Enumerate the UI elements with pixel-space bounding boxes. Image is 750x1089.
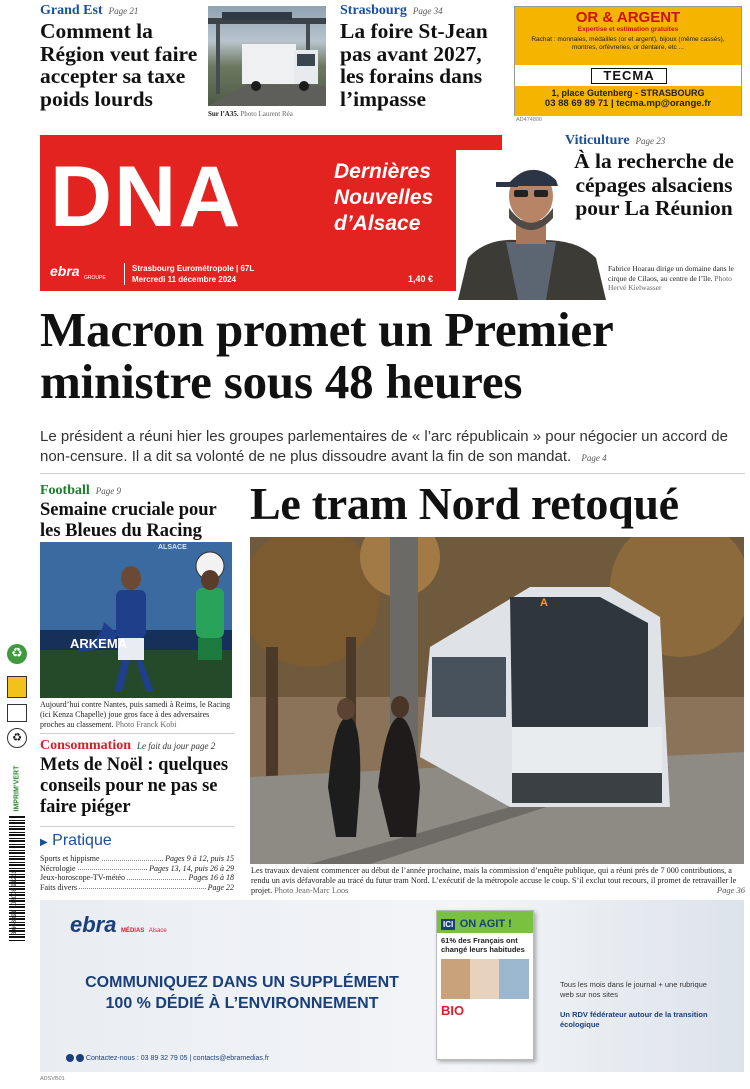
ad-or-argent-header: OR & ARGENT Expertise et estimation gratuites Rachat : monnaies, médailles (or et argent), bijoux (même cassés), montres, orfèvreries, or dentaire, etc ... xyxy=(515,7,741,65)
pratique-item[interactable]: Nécrologie Pages 13, 14, puis 26 à 29 xyxy=(40,863,234,873)
pratique-item[interactable]: Sports et hippisme Pages 9 à 12, puis 15 xyxy=(40,854,234,863)
headline-mets-noel: Mets de Noël : quelques conseils pour ne pas se faire piéger xyxy=(40,755,229,817)
ad-tecma-contact: 1, place Gutenberg - STRASBOURG 03 88 69 89 71 | tecma.mp@orange.fr xyxy=(515,86,741,116)
football-photo xyxy=(40,542,232,698)
kicker-viticulture: Viticulture Page 23 xyxy=(565,133,666,148)
kicker-football: Football Page 9 xyxy=(40,483,122,498)
viticulture-caption: Fabrice Hoarau dirige un domaine dans le cirque de Cilaos, au centre de l’île. Photo Hervé Kielwasser xyxy=(608,264,734,292)
teaser-football[interactable] xyxy=(40,483,236,542)
social-icon xyxy=(66,1054,74,1062)
kicker-grand-est: Grand Est Page 21 xyxy=(40,3,139,18)
football-caption: Aujourd’hui contre Nantes, puis samedi à Reims, le Racing (ici Kenza Chapelle) joue gros face à des adversaires proches au classement. Photo Franck Kobi xyxy=(40,700,231,729)
tram-destination: A xyxy=(540,597,548,609)
ebra-group-logo: ebra GROUPE xyxy=(50,263,106,281)
masthead-edition: Strasbourg Eurométropole | 67L Mercredi 11 décembre 2024 xyxy=(132,264,255,284)
headline-cepages: À la recherche de cépages alsaciens pour La Réunion xyxy=(574,149,734,220)
kicker-strasbourg: Strasbourg Page 34 xyxy=(340,3,443,18)
ad-contact: Contactez-nous : 03 89 32 79 05 | contacts@ebramedias.fr xyxy=(66,1054,269,1062)
ad-ref: AD474800 xyxy=(516,117,542,123)
teaser-grand-est[interactable] xyxy=(40,3,206,110)
eco-label-icon xyxy=(7,704,27,722)
teaser-strasbourg[interactable] xyxy=(340,3,505,110)
ad-info-1: Tous les mois dans le journal + une rubrique web sur nos sites xyxy=(560,980,707,999)
ad-headline: COMMUNIQUEZ DANS UN SUPPLÉMENT 100 % DÉDIÉ À L’ENVIRONNEMENT xyxy=(85,974,399,1012)
truck-photo xyxy=(208,6,326,106)
ad-tecma-brand: TECMA xyxy=(591,68,667,84)
ad-magazine xyxy=(436,910,534,1060)
headline-racing: Semaine cruciale pour les Bleues du Racing xyxy=(40,500,217,541)
recycle-icon: ♻ xyxy=(7,644,27,664)
masthead-divider xyxy=(124,263,125,285)
social-icon xyxy=(76,1054,84,1062)
football-photo-sponsor: ARKEMA xyxy=(70,636,128,651)
dna-logo: DNA xyxy=(50,149,243,245)
barcode-digits: 3 663091 102008 91211 xyxy=(12,870,18,935)
side-strip xyxy=(3,600,31,945)
kicker-consommation: Consommation Le fait du jour page 2 xyxy=(40,738,216,753)
imprim-vert-label: IMPRIM’VERT xyxy=(13,765,21,812)
truck-photo-caption: Sur l’A35. Photo Laurent Réa xyxy=(208,110,293,118)
tidyman-icon: ♻ xyxy=(7,728,27,748)
teaser-viticulture[interactable] xyxy=(565,133,743,221)
ad-info-2: Un RDV fédérateur autour de la transition écologique xyxy=(560,1010,708,1029)
tram-photo xyxy=(250,537,744,864)
pratique-box xyxy=(40,832,234,892)
pratique-title: ▶ Pratique xyxy=(40,832,112,849)
ad-magazine-headline: 61% des Français ont changé leurs habitudes xyxy=(441,936,525,954)
ad-magazine-photos xyxy=(441,959,529,999)
football-photo-sponsor-2: ALSACE xyxy=(158,544,187,551)
ebra-medias-logo: ebra MÉDIAS Alsace xyxy=(70,912,167,937)
left-divider-1 xyxy=(40,733,234,734)
ad-magazine-masthead: ICI ON AGIT ! xyxy=(437,911,533,933)
ad-or-argent[interactable] xyxy=(514,6,742,116)
headline-taxe-poids-lourds: Comment la Région veut faire accepter sa taxe poids lourds xyxy=(40,19,198,111)
pratique-item[interactable]: Faits divers Page 22 xyxy=(40,882,234,892)
headline-foire-st-jean: La foire St-Jean pas avant 2027, les forains dans l’impasse xyxy=(340,19,488,111)
tram-caption: Les travaux devaient commencer au début de l’année prochaine, mais la commission d’enquête publique, qui a réuni près de 7 000 contributions, a rendu un avis défavorable au tracé du futur tram Nord. L’exécutif de la métropole accuse le coup. S’il exclut tout recours, il promet de retravailler le projet. Photo Jean-Marc Loos Page 36 xyxy=(251,866,745,895)
masthead-name: Dernières Nouvelles d’Alsace xyxy=(334,160,434,235)
paper-icon xyxy=(7,676,27,698)
lead-headline[interactable]: Macron promet un Premier ministre sous 48 heures xyxy=(40,302,613,409)
ad-bottom-ref: ADSVB01 xyxy=(40,1076,65,1082)
left-divider-2 xyxy=(40,826,234,827)
ad-magazine-bio: BIO xyxy=(441,1003,465,1018)
masthead[interactable] xyxy=(40,135,502,291)
ad-ebra-environnement[interactable] xyxy=(40,900,744,1072)
lead-standfirst: Le président a réuni hier les groupes parlementaires de « l’arc républicain » pour négocier un accord de non-censure. Il a dit sa volonté de ne plus dissoudre avant la fin de son mandat. Page 4 xyxy=(40,428,728,465)
tram-headline[interactable]: Le tram Nord retoqué xyxy=(250,478,679,529)
masthead-price: 1,40 € xyxy=(408,274,434,284)
pratique-list xyxy=(40,854,234,892)
lead-divider xyxy=(40,473,745,474)
pratique-item[interactable]: Jeux-horoscope-TV-météo Pages 16 à 18 xyxy=(40,873,234,883)
teaser-consommation[interactable] xyxy=(40,738,236,818)
